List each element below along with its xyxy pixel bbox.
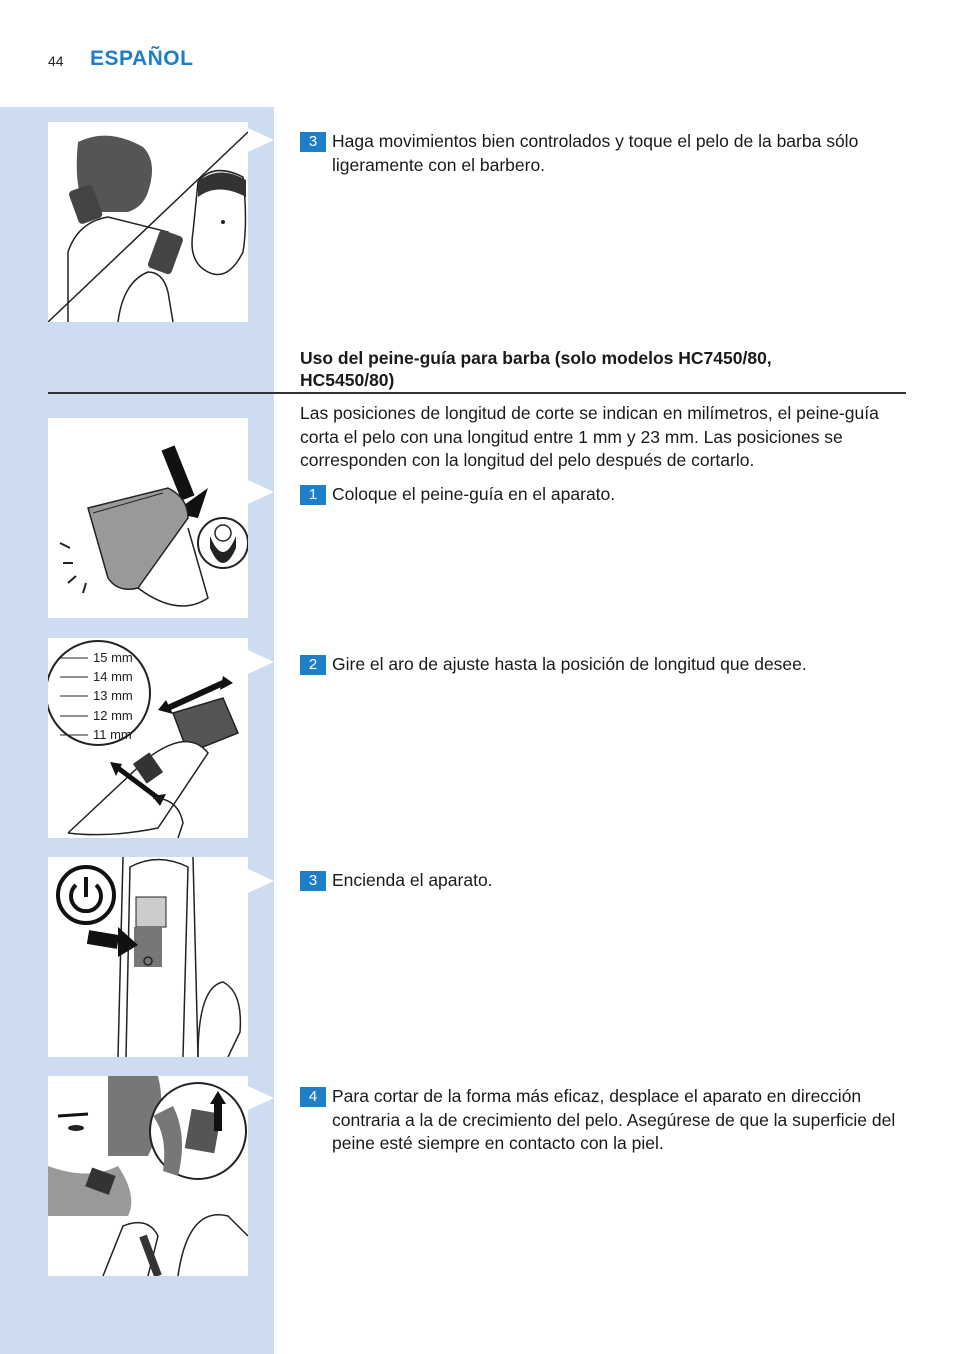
dial-label: 14 mm (93, 669, 133, 684)
figure-pointer (248, 1086, 274, 1110)
step-number-badge: 3 (300, 871, 326, 891)
section-intro: Las posiciones de longitud de corte se indican en milímetros, el peine-guía corta el pelo con una longitud entre 1 mm y 23 mm. Las posiciones se corresponden con la longitud del pelo después de cortarlo. (300, 403, 879, 470)
step-number-badge: 2 (300, 655, 326, 675)
step-number-badge: 4 (300, 1087, 326, 1107)
section-divider (48, 392, 906, 394)
step-text: Gire el aro de ajuste hasta la posición de longitud que desee. (332, 654, 807, 674)
figure-pointer (248, 650, 274, 674)
step-intro (300, 130, 910, 177)
figure-pointer (248, 869, 274, 893)
dial-label: 12 mm (93, 708, 133, 723)
step-text: Para cortar de la forma más eficaz, desplace el aparato en dirección contraria a la de crecimiento del pelo. Asegúrese de que la superficie del peine esté siempre en contacto con la piel. (332, 1086, 896, 1153)
step-2 (300, 653, 910, 677)
power-button-illustration (48, 857, 248, 1057)
step-number-badge: 3 (300, 132, 326, 152)
step-number-badge: 1 (300, 485, 326, 505)
step-text: Encienda el aparato. (332, 870, 493, 890)
step-3 (300, 869, 910, 893)
dial-label: 13 mm (93, 688, 133, 703)
step-1 (300, 483, 910, 507)
trimming-illustration (48, 122, 248, 322)
length-dial-illustration (48, 638, 248, 838)
page-number: 44 (48, 53, 64, 69)
step-text: Haga movimientos bien controlados y toque el pelo de la barba sólo ligeramente con el barbero. (332, 131, 859, 175)
figure-pointer (248, 480, 274, 504)
language-header: ESPAÑOL (90, 47, 194, 70)
dial-label: 15 mm (93, 650, 133, 665)
step-4 (300, 1085, 910, 1156)
figure-pointer (248, 128, 274, 152)
section-heading: Uso del peine-guía para barba (solo modelos HC7450/80, HC5450/80) (300, 348, 772, 390)
step-text: Coloque el peine-guía en el aparato. (332, 484, 616, 504)
beard-comb-illustration (48, 418, 248, 618)
dial-label: 11 mm (93, 727, 132, 742)
beard-trimming-illustration (48, 1076, 248, 1276)
